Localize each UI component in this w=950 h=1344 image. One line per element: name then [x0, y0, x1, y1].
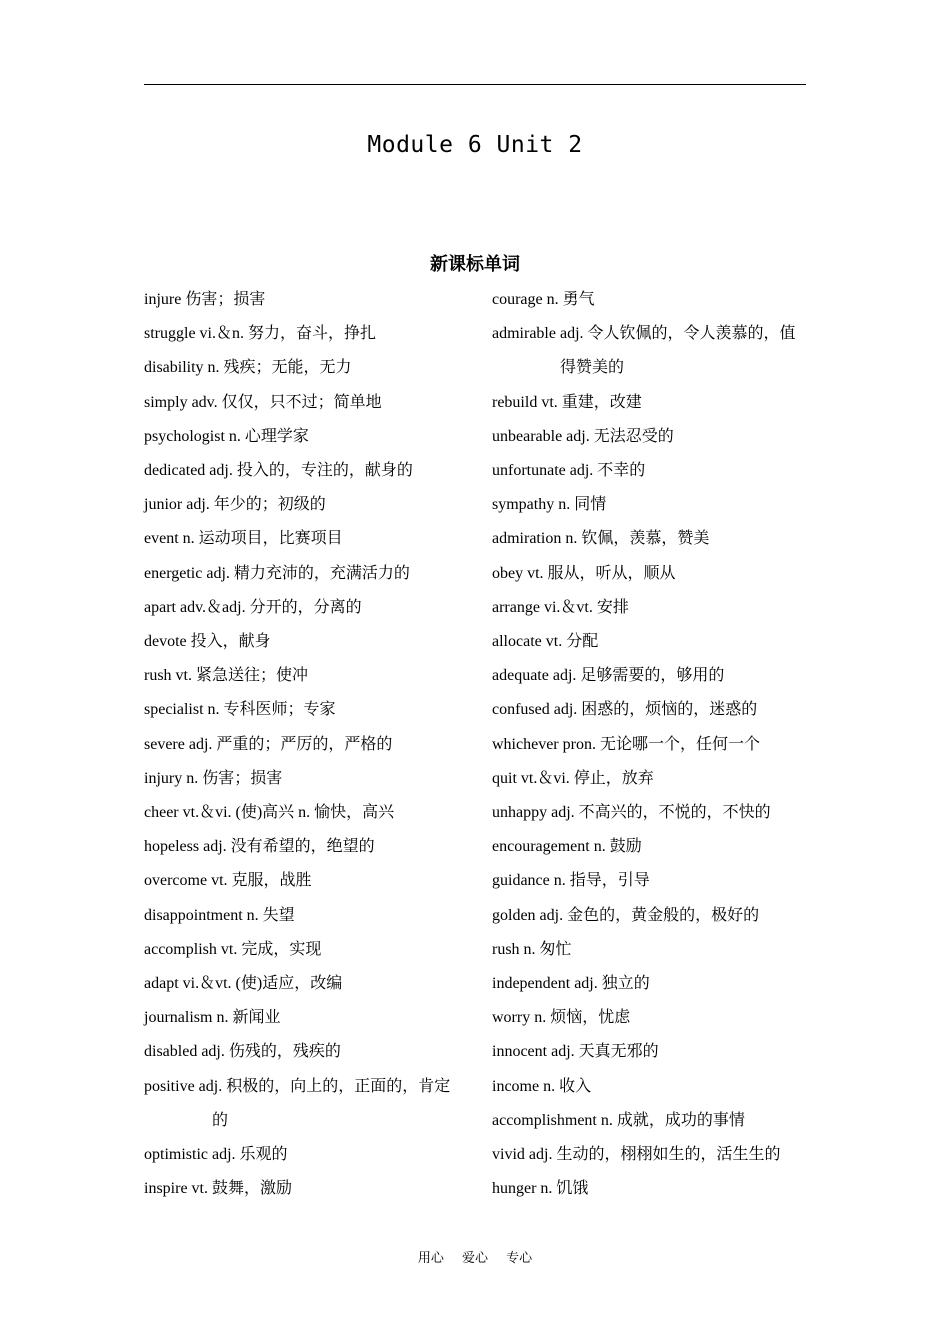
page-footer: 用心 爱心 专心 — [417, 1251, 533, 1266]
vocab-entry: devote 投入，献身 — [144, 633, 271, 651]
vocab-entry: hopeless adj. 没有希望的，绝望的 — [144, 838, 375, 856]
vocab-entry: adapt vi.＆vt. (使)适应，改编 — [144, 975, 343, 993]
vocab-entry: hunger n. 饥饿 — [492, 1180, 589, 1198]
vocab-entry: adequate adj. 足够需要的，够用的 — [492, 667, 725, 685]
vocab-entry: rebuild vt. 重建，改建 — [492, 393, 642, 411]
vocab-entry: obey vt. 服从，听从，顺从 — [492, 564, 676, 582]
vocab-entry: innocent adj. 天真无邪的 — [492, 1043, 659, 1061]
vocab-entry: unfortunate adj. 不幸的 — [492, 462, 646, 480]
vocab-entry: journalism n. 新闻业 — [144, 1009, 281, 1027]
vocab-entry: accomplish vt. 完成，实现 — [144, 940, 322, 958]
section-title: 新课标单词 — [430, 254, 520, 275]
vocab-entry: severe adj. 严重的；严厉的，严格的 — [144, 735, 393, 753]
vocab-entry: income n. 收入 — [492, 1077, 592, 1095]
vocab-entry: psychologist n. 心理学家 — [144, 427, 309, 445]
vocab-entry: rush n. 匆忙 — [492, 940, 572, 958]
vocab-entry: dedicated adj. 投入的，专注的，献身的 — [144, 462, 413, 480]
vocab-entry-continuation — [144, 1104, 466, 1138]
vocab-entry: disability n. 残疾；无能，无力 — [144, 359, 352, 377]
vocab-entry: cheer vt.＆vi. (使)高兴 n. 愉快，高兴 — [144, 804, 395, 822]
continuation-text: 的 — [212, 1111, 229, 1129]
vocab-entry: disappointment n. 失望 — [144, 906, 295, 924]
page-title: Module 6 Unit 2 — [367, 132, 583, 158]
header-rule — [144, 84, 806, 85]
vocab-entry: independent adj. 独立的 — [492, 975, 650, 993]
vocab-entry: specialist n. 专科医师；专家 — [144, 701, 336, 719]
vocab-entry: event n. 运动项目，比赛项目 — [144, 530, 343, 548]
vocab-entry: overcome vt. 克服，战胜 — [144, 872, 312, 890]
vocab-entry: junior adj. 年少的；初级的 — [144, 496, 326, 514]
vocab-column-left — [144, 283, 466, 1206]
vocab-entry: struggle vi.＆n. 努力，奋斗，挣扎 — [144, 325, 376, 343]
vocab-entry: confused adj. 困惑的，烦恼的，迷惑的 — [492, 701, 758, 719]
vocab-entry: encouragement n. 鼓励 — [492, 838, 642, 856]
vocab-entry: arrange vi.＆vt. 安排 — [492, 598, 629, 616]
vocab-entry: allocate vt. 分配 — [492, 633, 599, 651]
vocab-entry: positive adj. 积极的，向上的，正面的，肯定 — [144, 1077, 451, 1095]
vocab-column-right — [492, 283, 810, 1206]
vocab-entry: inspire vt. 鼓舞，激励 — [144, 1180, 292, 1198]
vocab-entry: disabled adj. 伤残的，残疾的 — [144, 1043, 341, 1061]
vocab-entry: accomplishment n. 成就，成功的事情 — [492, 1111, 745, 1129]
vocab-entry: sympathy n. 同情 — [492, 496, 607, 514]
vocab-entry: unhappy adj. 不高兴的，不悦的，不快的 — [492, 804, 771, 822]
vocab-entry: rush vt. 紧急送往；使冲 — [144, 667, 309, 685]
vocab-entry: whichever pron. 无论哪一个，任何一个 — [492, 735, 760, 753]
vocab-entry: quit vt.＆vi. 停止，放弃 — [492, 769, 654, 787]
vocab-entry: golden adj. 金色的，黄金般的，极好的 — [492, 906, 760, 924]
vocab-entry: apart adv.＆adj. 分开的，分离的 — [144, 598, 362, 616]
vocab-entry: unbearable adj. 无法忍受的 — [492, 427, 674, 445]
vocab-entry: vivid adj. 生动的，栩栩如生的，活生生的 — [492, 1146, 781, 1164]
vocab-entry-continuation — [492, 351, 810, 385]
vocab-entry: injury n. 伤害；损害 — [144, 769, 283, 787]
vocab-entry: courage n. 勇气 — [492, 291, 595, 308]
vocab-entry: admirable adj. 令人钦佩的，令人羡慕的，值 — [492, 325, 796, 343]
continuation-text: 得赞美的 — [560, 359, 625, 377]
vocab-entry: simply adv. 仅仅，只不过；简单地 — [144, 393, 382, 411]
vocab-entry: energetic adj. 精力充沛的，充满活力的 — [144, 564, 410, 582]
vocab-entry: admiration n. 钦佩，羡慕，赞美 — [492, 530, 710, 548]
vocab-entry: optimistic adj. 乐观的 — [144, 1146, 288, 1164]
vocab-entry: injure 伤害；损害 — [144, 291, 266, 308]
vocab-entry: worry n. 烦恼，忧虑 — [492, 1009, 631, 1027]
vocab-entry: guidance n. 指导，引导 — [492, 872, 650, 890]
